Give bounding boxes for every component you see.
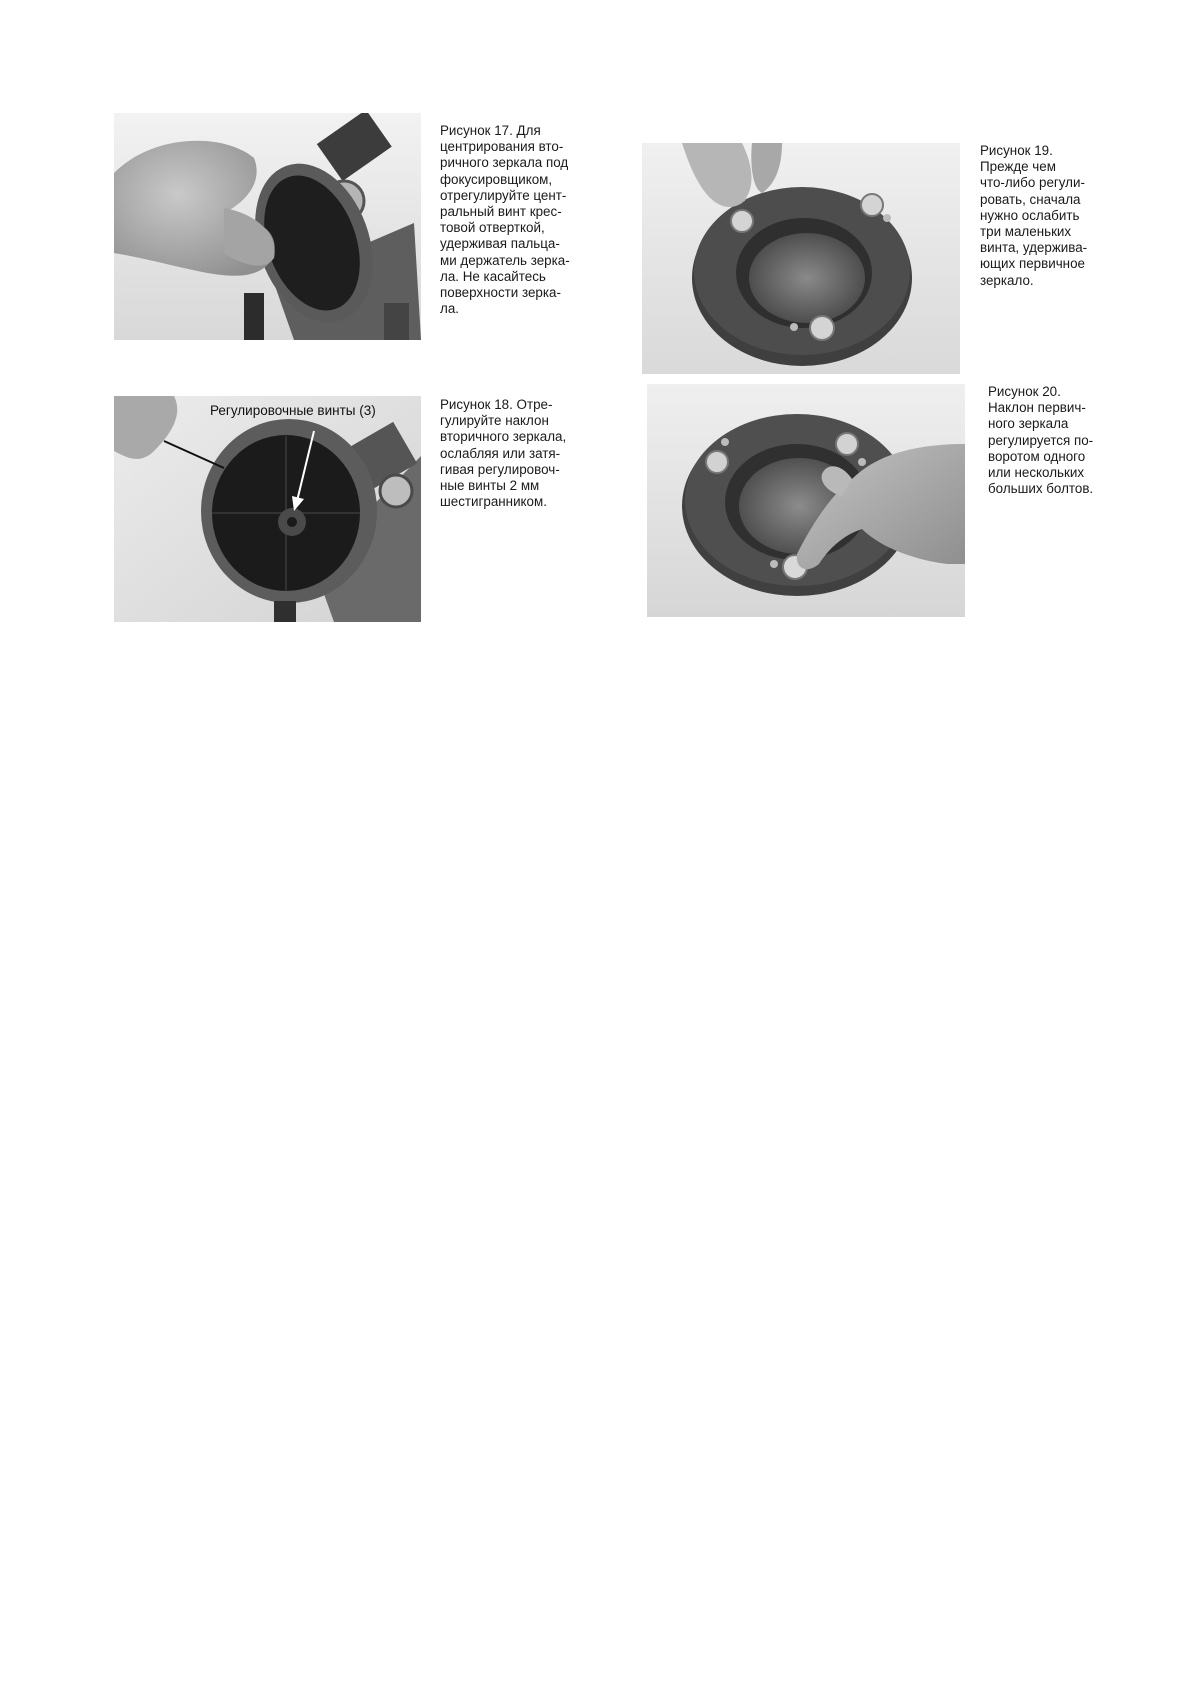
figure-18-caption: Рисунок 18. Отре- гулируйте наклон вторичного зеркала, ослабляя или затя- гивая регулировоч- ные винты 2 мм шестигранником. xyxy=(440,397,567,510)
figure-19-photo xyxy=(642,143,960,374)
adjustment-screws-label: Регулировочные винты (3) xyxy=(210,403,376,418)
figure-17-photo xyxy=(114,113,421,340)
figure-17-caption: Рисунок 17. Для центрирования вто- ричного зеркала под фокусировщиком, отрегулируйте цент- ральный винт крес- товой отверткой, удерживая пальца- ми держатель зерка- ла. Не касайтесь поверхности зерка- ла. xyxy=(440,123,570,317)
figure-18-photo xyxy=(114,396,421,622)
figure-20-caption: Рисунок 20. Наклон первич- ного зеркала регулируется по- воротом одного или нескольких больших болтов. xyxy=(988,384,1094,497)
figure-19-caption: Рисунок 19. Прежде чем что-либо регули- ровать, сначала нужно ослабить три маленьких винта, удержива- ющих первичное зеркало. xyxy=(980,143,1088,288)
figure-20-photo xyxy=(647,384,965,617)
